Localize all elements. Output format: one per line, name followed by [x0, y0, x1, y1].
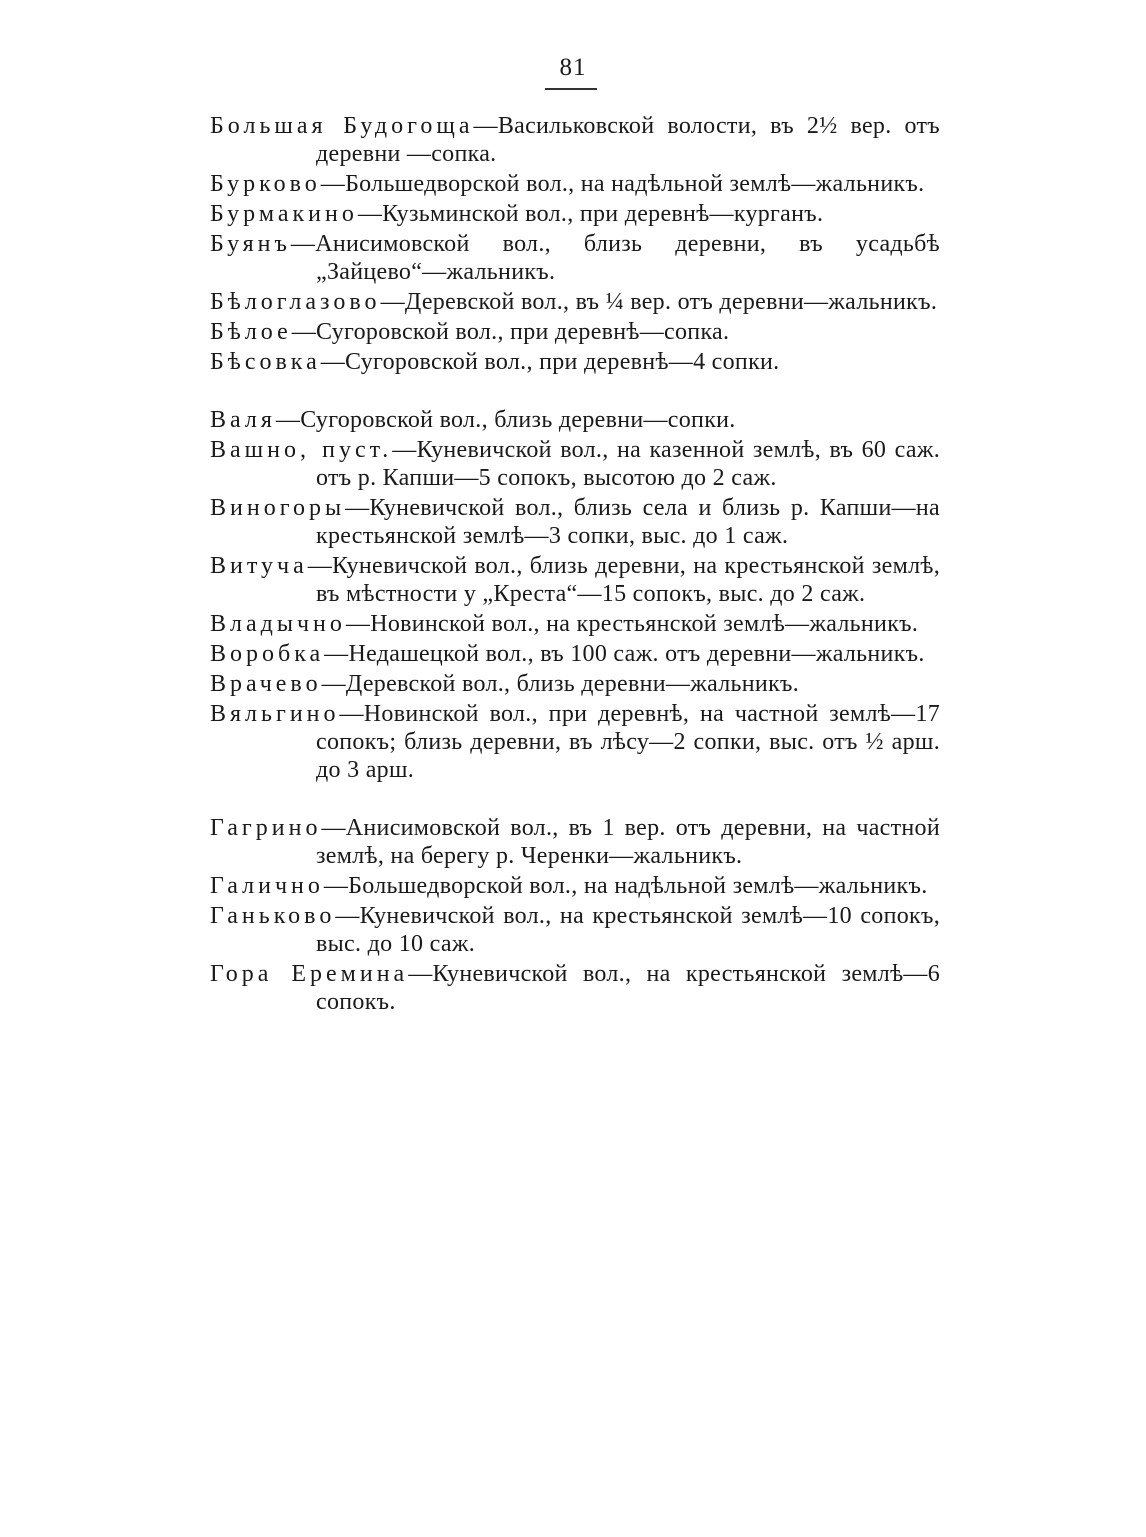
list-item — [210, 200, 940, 228]
place-name: Ганьково — [210, 903, 336, 929]
place-name: Воробка — [210, 641, 325, 667]
entry-list — [210, 112, 940, 1016]
place-name: Виногоры — [210, 495, 346, 521]
list-item — [210, 288, 940, 316]
list-item — [210, 902, 940, 958]
list-item — [210, 872, 940, 900]
entry-text: —Новинской вол., при деревнѣ, на частной землѣ—17 сопокъ; близь деревни, въ лѣсу—2 сопки, выс. отъ ½ арш. до 3 арш. — [316, 701, 940, 783]
list-item — [210, 640, 940, 668]
list-item — [210, 610, 940, 638]
entry-text: —Куневичской вол., на крестьянской землѣ—6 сопокъ. — [316, 961, 940, 1015]
entry-text: —Анисимовской вол., въ 1 вер. отъ деревни, на частной землѣ, на берегу р. Черенки—жальникъ. — [316, 815, 940, 869]
place-name: Владычно — [210, 611, 346, 637]
place-name: Вашно, пуст. — [210, 437, 393, 463]
entry-text: —Деревской вол., близь деревни—жальникъ. — [321, 671, 800, 697]
entry-text: —Куневичской вол., близь деревни, на крестьянской землѣ, въ мѣстности у „Креста“—15 сопокъ, выс. до 2 саж. — [307, 553, 940, 607]
entry-text: —Кузьминской вол., при деревнѣ—курганъ. — [357, 201, 824, 227]
entry-text: —Куневичской вол., на казенной землѣ, въ 60 саж. отъ р. Капши—5 сопокъ, высотою до 2 саж. — [316, 437, 941, 491]
entry-text: —Большедворской вол., на надѣльной землѣ—жальникъ. — [323, 873, 928, 899]
entry-text: —Васильковской волости, въ 2½ вер. отъ деревни —сопка. — [316, 113, 940, 167]
list-item — [210, 230, 940, 286]
place-name: Гора Еремина — [210, 961, 409, 987]
entry-text: —Анисимовской вол., близь деревни, въ усадьбѣ „Зайцево“—жальникъ. — [290, 231, 940, 285]
list-item — [210, 814, 940, 870]
entry-text: —Сугоровской вол., при деревнѣ—сопка. — [291, 319, 730, 345]
entry-text: —Деревской вол., въ ¼ вер. отъ деревни—жальникъ. — [380, 289, 938, 315]
list-item — [210, 960, 940, 1016]
list-item — [210, 552, 940, 608]
place-name: Бѣлое — [210, 319, 292, 345]
entry-text: —Сугоровской вол., близь деревни—сопки. — [275, 407, 736, 433]
place-name: Галично — [210, 873, 324, 899]
list-item — [210, 700, 940, 784]
place-name: Буянъ — [210, 231, 291, 257]
entry-text: —Куневичской вол., на крестьянской землѣ—10 сопокъ, выс. до 10 саж. — [316, 903, 940, 957]
place-name: Бурмакино — [210, 201, 358, 227]
place-name: Бѣсовка — [210, 349, 321, 375]
page-number: 81 — [559, 54, 587, 81]
list-item — [210, 348, 940, 376]
list-item — [210, 436, 940, 492]
list-item — [210, 170, 940, 198]
place-name: Гагрино — [210, 815, 322, 841]
place-name: Врачево — [210, 671, 322, 697]
place-name: Валя — [210, 407, 276, 433]
place-name: Бурково — [210, 171, 321, 197]
place-name: Большая Будогоща — [210, 113, 474, 139]
entry-text: —Недашецкой вол., въ 100 саж. отъ деревни—жальникъ. — [324, 641, 925, 667]
entry-text: —Новинской вол., на крестьянской землѣ—жальникъ. — [345, 611, 919, 637]
entry-text: —Куневичской вол., близь села и близь р. Капши—на крестьянской землѣ—3 сопки, выс. до 1 саж. — [316, 495, 940, 549]
place-name: Вяльгино — [210, 701, 340, 727]
list-item — [210, 670, 940, 698]
list-item — [210, 494, 940, 550]
place-name: Витуча — [210, 553, 308, 579]
list-item — [210, 112, 940, 168]
entry-text: —Большедворской вол., на надѣльной землѣ—жальникъ. — [320, 171, 925, 197]
list-item — [210, 318, 940, 346]
place-name: Бѣлоглазово — [210, 289, 381, 315]
list-item — [210, 406, 940, 434]
page-number-underline — [545, 88, 597, 90]
entry-text: —Сугоровской вол., при деревнѣ—4 сопки. — [320, 349, 780, 375]
